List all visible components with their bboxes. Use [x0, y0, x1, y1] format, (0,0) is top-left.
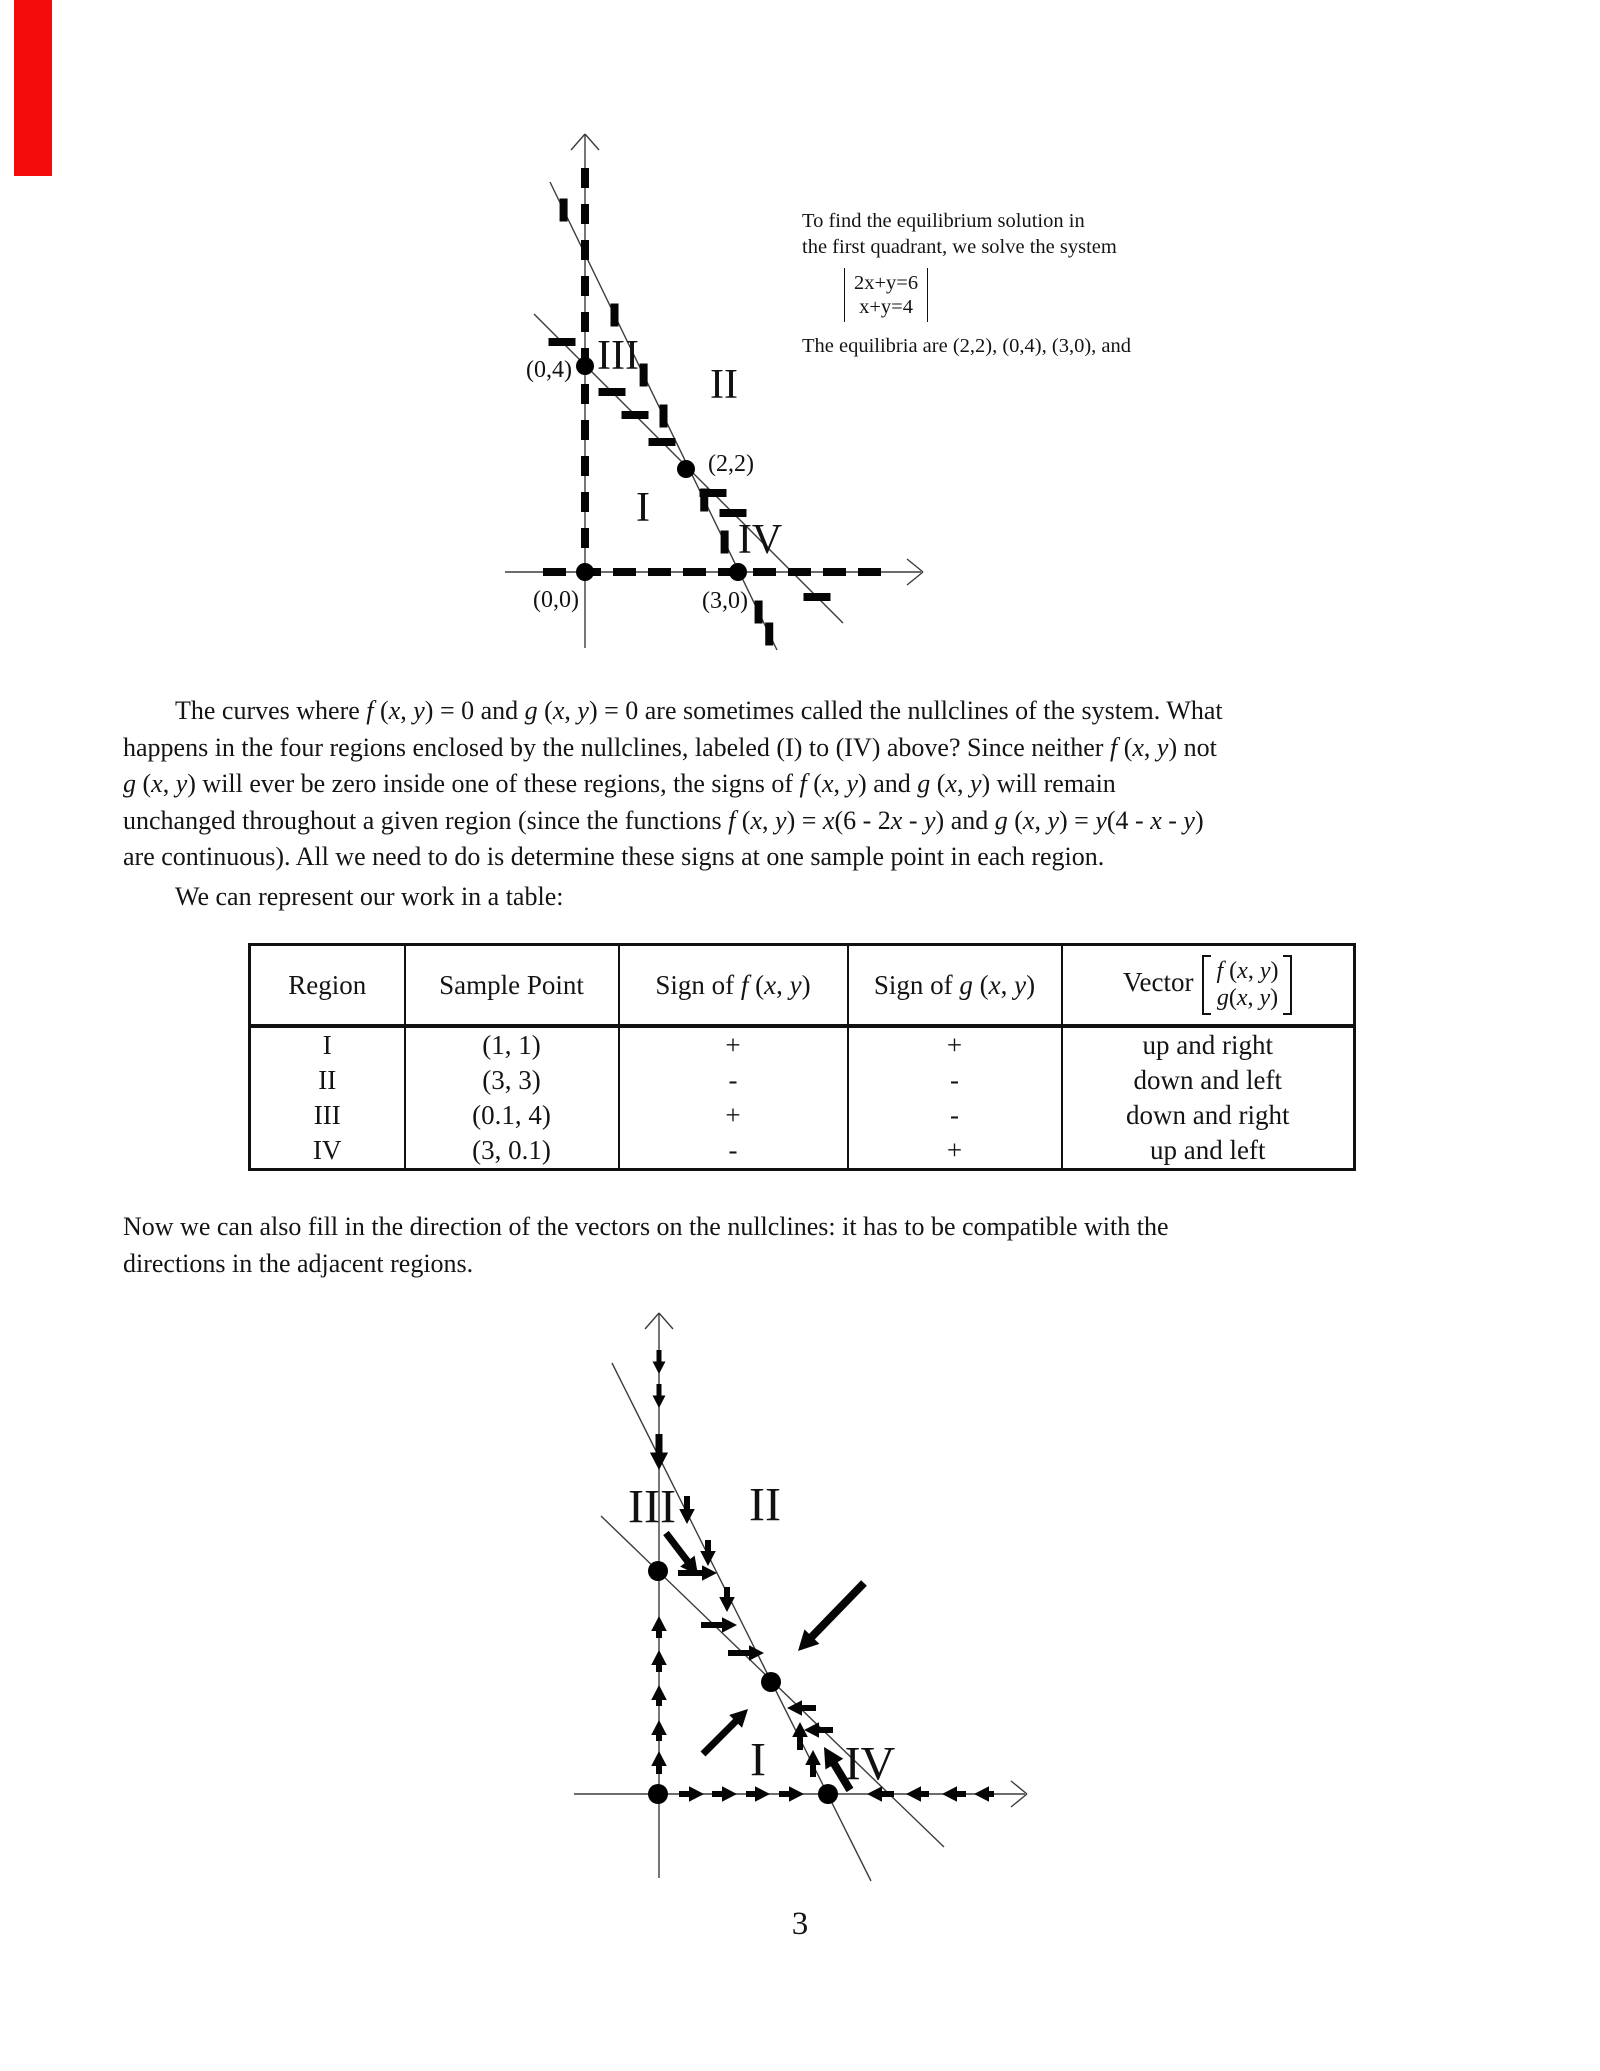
sign-f-cell: -	[619, 1133, 848, 1170]
equation-1: 2x+y=6	[854, 272, 919, 294]
side-note-line-2: the first quadrant, we solve the system	[802, 236, 1117, 258]
svg-text:IV: IV	[844, 1737, 896, 1791]
equation-2: x+y=4	[859, 296, 913, 318]
red-annotation-mark	[14, 0, 52, 176]
sign-g-cell: -	[848, 1098, 1062, 1133]
sign-g-cell: -	[848, 1063, 1062, 1098]
svg-text:(0,0): (0,0)	[533, 587, 579, 613]
svg-text:II: II	[710, 362, 738, 408]
side-note	[802, 208, 1222, 359]
sign-f-cell: +	[619, 1026, 848, 1063]
region-cell: II	[250, 1063, 405, 1098]
svg-text:II: II	[749, 1478, 781, 1532]
table-header-row	[250, 945, 1355, 1027]
svg-text:(3,0): (3,0)	[702, 588, 748, 614]
svg-text:IV: IV	[737, 517, 783, 563]
paragraph-nullclines: The curves where f (x, y) = 0 and g (x, y) = 0 are sometimes called the nullclines of the system. What happens in the four regions enclosed by the nullclines, labeled (I) to (IV) above? Since neither f (x, y) not g (x, y) will ever be zero inside one of these regions, the signs of f (x, y) and g (x, y) will remain unchanged throughout a given region (since the functions f (x, y) = x(6 - 2x - y) and g (x, y) = y(4 - x - y) are continuous). All we need to do is determine these signs at one sample point in each region.	[123, 696, 1223, 871]
sign-g-cell: +	[848, 1026, 1062, 1063]
matrix-bracket-right	[1283, 955, 1292, 1015]
col-header-region: Region	[250, 945, 405, 1027]
paragraph-vector-directions: Now we can also fill in the direction of the vectors on the nullclines: it has to be compatible with the directions in the adjacent regions.	[123, 1212, 1169, 1278]
side-note-line-3: The equilibria are (2,2), (0,4), (3,0), and	[802, 335, 1132, 357]
vector-cell: down and left	[1062, 1063, 1355, 1098]
sign-f-cell: +	[619, 1098, 848, 1133]
sample-point-cell: (1, 1)	[405, 1026, 619, 1063]
sample-point-cell: (0.1, 4)	[405, 1098, 619, 1133]
sign-g-cell: +	[848, 1133, 1062, 1170]
col-header-sign-f: Sign of f (x, y)	[619, 945, 848, 1027]
region-cell: IV	[250, 1133, 405, 1170]
col-header-sample-point: Sample Point	[405, 945, 619, 1027]
svg-text:III: III	[597, 333, 639, 379]
nullcline-vector-field-diagram	[555, 1290, 1055, 1900]
nullcline-regions-diagram	[480, 120, 950, 670]
table-row	[250, 1026, 1355, 1063]
svg-text:III: III	[628, 1480, 676, 1534]
svg-text:I: I	[636, 485, 650, 531]
region-cell: III	[250, 1098, 405, 1133]
sample-point-cell: (3, 3)	[405, 1063, 619, 1098]
vector-matrix	[1202, 955, 1292, 1015]
side-note-line-1: To find the equilibrium solution in	[802, 210, 1085, 232]
signs-table-body	[250, 1026, 1355, 1170]
sample-point-cell: (3, 0.1)	[405, 1133, 619, 1170]
table-row	[250, 1063, 1355, 1098]
vector-cell: down and right	[1062, 1098, 1355, 1133]
table-row	[250, 1098, 1355, 1133]
svg-text:I: I	[750, 1733, 766, 1787]
system-equations	[844, 268, 928, 322]
vector-label: Vector	[1123, 967, 1194, 998]
matrix-bracket-left	[1202, 955, 1211, 1015]
svg-text:(2,2): (2,2)	[708, 451, 754, 477]
matrix-row-g: g(x, y)	[1216, 985, 1279, 1011]
vector-cell: up and right	[1062, 1026, 1355, 1063]
sign-f-cell: -	[619, 1063, 848, 1098]
signs-table	[248, 943, 1356, 1171]
paragraph-table-intro: We can represent our work in a table:	[175, 882, 564, 911]
col-header-sign-g: Sign of g (x, y)	[848, 945, 1062, 1027]
region-cell: I	[250, 1026, 405, 1063]
page-number: 3	[791, 1906, 809, 1942]
vector-cell: up and left	[1062, 1133, 1355, 1170]
col-header-vector	[1062, 945, 1355, 1027]
table-row	[250, 1133, 1355, 1170]
matrix-row-f: f (x, y)	[1216, 958, 1279, 984]
svg-text:(0,4): (0,4)	[526, 357, 572, 383]
